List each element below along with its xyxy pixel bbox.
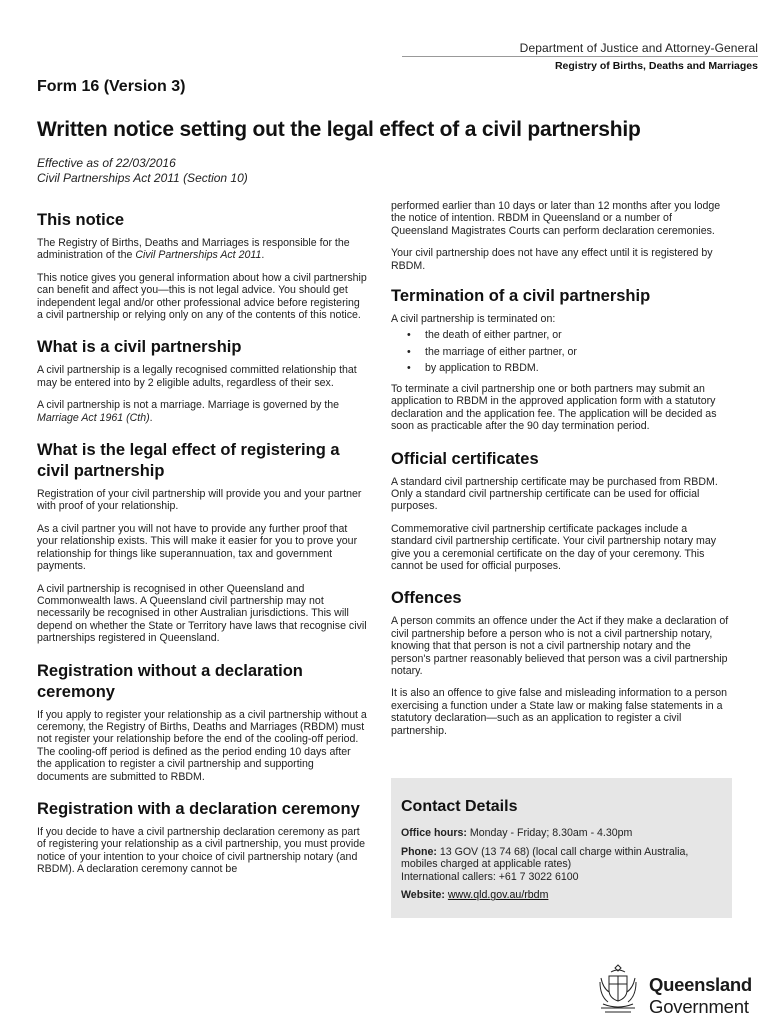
continued-paragraph-2: Your civil partnership does not have any effect until it is registered by RBDM.: [391, 247, 713, 272]
effective-info: [37, 156, 248, 186]
text: .: [261, 249, 265, 262]
international-callers: International callers: +61 7 3022 6100: [401, 870, 579, 883]
bullet-icon: •: [407, 329, 411, 342]
text: The Registry of Births, Deaths and Marriages is responsible for the administration of the: [37, 237, 350, 262]
heading-termination: Termination of a civil partnership: [391, 287, 651, 306]
header-divider: [402, 56, 758, 57]
bullet-icon: •: [407, 345, 411, 358]
termination-intro: A civil partnership is terminated on:: [391, 313, 556, 326]
phone-info: [401, 846, 722, 871]
heading-certificates: Official certificates: [391, 449, 539, 468]
website-label: Website:: [401, 889, 445, 902]
text: .: [149, 411, 153, 424]
list-item-text: the marriage of either partner, or: [425, 345, 577, 358]
act-reference: Civil Partnerships Act 2011 (Section 10): [37, 171, 248, 185]
list-item-text: the death of either partner, or: [425, 329, 562, 342]
effective-date: Effective as of 22/03/2016: [37, 156, 176, 170]
continued-paragraph-1: performed earlier than 10 days or later than 12 months after you lodge the notice of intention. RBDM in Queensland or a number of Queensland Magistrates Courts can perform declaration ceremonies.: [391, 200, 721, 237]
department-name: Department of Justice and Attorney-General: [519, 41, 758, 55]
page-header: [520, 41, 758, 55]
what-is-paragraph-2: [37, 399, 367, 424]
list-item: [407, 344, 731, 361]
offences-paragraph-1: A person commits an offence under the Act if they make a declaration of civil partnership before a person who is not a civil partnership notary, knowing that that person is not a civil partnership notary and the person's partner reasonably believed that person was a civil partnership notary.: [391, 615, 729, 678]
form-number: Form 16 (Version 3): [37, 78, 186, 95]
logo-line-1: Queensland: [649, 974, 752, 995]
legal-effect-paragraph-2: As a civil partner you will not have to provide any further proof that your relationship exists. This will make it easier for you to prove your relationship for things like superannuation, tax and government payments.: [37, 522, 358, 573]
heading-with-ceremony: Registration with a declaration ceremony: [37, 799, 360, 818]
act-name: Marriage Act 1961 (Cth): [37, 411, 150, 424]
office-hours-value: Monday - Friday; 8.30am - 4.30pm: [466, 827, 633, 839]
what-is-paragraph-1: A civil partnership is a legally recognised committed relationship that may be entered into by 2 eligible adults, regardless of their sex.: [37, 364, 357, 389]
certificates-paragraph-2: Commemorative civil partnership certificate packages include a standard civil partnership certificate. Your civil partnership notary may give you a ceremonial certificate on the day of your ceremony. This cannot be used for official purposes.: [391, 522, 717, 572]
registry-name: Registry of Births, Deaths and Marriages: [554, 60, 758, 72]
with-ceremony-paragraph: If you decide to have a civil partnership declaration ceremony as part of registering your relationship as a civil partnership, you must provide notice of your intention to your choice of civil partnership notary (and RBDM). A declaration ceremony cannot be: [37, 825, 365, 876]
list-item: [407, 360, 731, 377]
heading-this-notice: This notice: [37, 211, 125, 229]
list-item-text: by application to RBDM.: [425, 362, 539, 375]
right-column: [391, 200, 731, 747]
bullet-icon: •: [407, 362, 411, 375]
act-name: Civil Partnerships Act 2011: [135, 249, 262, 262]
this-notice-paragraph-2: This notice gives you general information about how a civil partnership can benefit and affect you—this is not legal advice. You should get independent legal and/or other professional advice before registering a civil partnership or relying only on any of the contents of this notice.: [37, 271, 367, 322]
office-hours: [401, 827, 722, 840]
offences-paragraph-2: It is also an offence to give false and misleading information to a person exercising a function under a State law or making false statements in a statutory declaration—such as an application to register a civil partnership.: [391, 687, 728, 737]
heading-offences: Offences: [391, 589, 462, 608]
legal-effect-paragraph-3: A civil partnership is recognised in other Queensland and Commonwealth laws. A Queensland civil partnership may not necessarily be recognised in other Australian jurisdictions. This will depend on whether the State or Territory have laws that recognise civil partnerships registered in Queensland.: [37, 582, 367, 645]
website-link[interactable]: www.qld.gov.au/rbdm: [447, 889, 549, 902]
phone-label: Phone:: [401, 845, 437, 858]
website-info: [401, 889, 722, 902]
contact-heading: Contact Details: [401, 798, 518, 815]
text: A civil partnership is not a marriage. Marriage is governed by the: [37, 399, 340, 412]
office-hours-label: Office hours:: [401, 827, 467, 839]
without-ceremony-paragraph: If you apply to register your relationship as a civil partnership without a ceremony, the Registry of Births, Deaths and Marriages (RBDM) must not register your relationship before the end of the cooling-off period. The cooling-off period is defined as the period ending 10 days after the application to register a civil partnership and supporting documents are submitted to RBDM.: [37, 708, 367, 783]
logo-line-2: Government: [649, 996, 749, 1017]
left-column: [37, 210, 367, 886]
this-notice-paragraph-1: [37, 237, 367, 262]
termination-paragraph: To terminate a civil partnership one or both partners may submit an application to RBDM in the approved application form with a statutory declaration and the application fee. The application will be decided as soon as practicable after the 90 day termination period.: [391, 382, 717, 433]
heading-what-is: What is a civil partnership: [37, 338, 242, 357]
list-item: [407, 327, 731, 344]
phone-value: 13 GOV (13 74 68) (local call charge within Australia, mobiles charged at applicable rates): [401, 845, 689, 871]
queensland-crest-icon: [597, 962, 639, 1018]
termination-list: [407, 327, 731, 377]
certificates-paragraph-1: A standard civil partnership certificate may be purchased from RBDM. Only a standard civil partnership certificate can be used for official purposes.: [391, 475, 718, 513]
page-title: Written notice setting out the legal effect of a civil partnership: [37, 118, 641, 141]
heading-legal-effect: What is the legal effect of registering a civil partnership: [37, 441, 340, 481]
queensland-government-logo: [597, 962, 752, 1018]
legal-effect-paragraph-1: Registration of your civil partnership will provide you and your partner with proof of your relationship.: [37, 488, 362, 513]
heading-without-ceremony: Registration without a declaration ceremony: [37, 661, 303, 701]
contact-details-box: [391, 778, 732, 918]
